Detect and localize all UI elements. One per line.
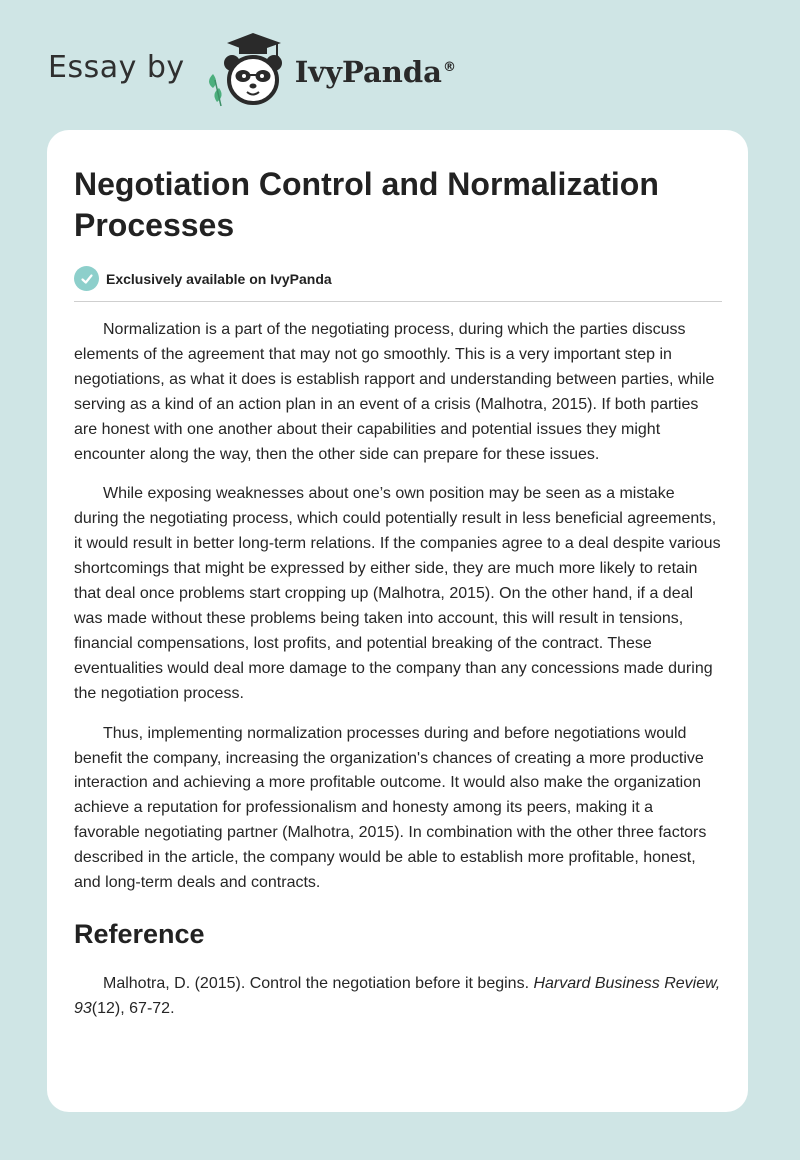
exclusive-badge-text: Exclusively available on IvyPanda (106, 270, 332, 287)
essay-by-label: Essay by (48, 49, 185, 85)
exclusive-badge (74, 266, 722, 302)
panda-graduate-logo[interactable] (201, 30, 293, 110)
paragraph: Thus, implementing normalization processes during and before negotiations would benefit the company, increasing the organization's chances of creating a more productive interaction and achieving a more profitable outcome. It would also make the organization achieve a reputation for professionalism and honesty among its peers, making it a favorable negotiating partner (Malhotra, 2015). In combination with the other three factors described in the article, the company would be able to establish more profitable, honest, and long-term deals and contracts. (74, 724, 707, 892)
essay-card (47, 130, 748, 1112)
page-title: Negotiation Control and Normalization Processes (74, 166, 659, 243)
brand-name-text: IvyPanda (294, 55, 442, 89)
brand-name (295, 55, 456, 89)
reference-details: (12), 67-72. (91, 999, 175, 1017)
reference-journal: Harvard Business Review, 93 (74, 974, 721, 1017)
reference-heading: Reference (74, 918, 205, 949)
essay-body (74, 318, 722, 1022)
reference-entry (74, 972, 722, 1022)
registered-mark: ® (442, 60, 456, 76)
reference-authors: Malhotra, D. (2015). Control the negotiation before it begins. (103, 974, 534, 992)
paragraph: While exposing weaknesses about one’s own position may be seen as a mistake during the negotiating process, which could potentially result in less beneficial agreements, it would result in better long-term relations. If the companies agree to a deal despite various shortcomings that might be expressed by either side, they are much more likely to retain that deal once problems start cropping up (Malhotra, 2015). On the other hand, if a deal was made without these problems being taken into account, this will result in tensions, financial compensations, lost profits, and potential breaking of the contract. These eventualities would deal more damage to the company than any concessions made during the negotiation process. (74, 485, 721, 702)
site-header (48, 30, 456, 110)
paragraph: Normalization is a part of the negotiating process, during which the parties discuss elements of the agreement that may not go smoothly. This is a very important step in negotiations, as what it does is establish rapport and understanding between parties, while serving as a kind of an action plan in an event of a crisis (Malhotra, 2015). If both parties are honest with one another about their capabilities and potential issues they might encounter along the way, then the other side can prepare for these issues. (74, 321, 715, 463)
check-circle-icon (74, 266, 99, 291)
